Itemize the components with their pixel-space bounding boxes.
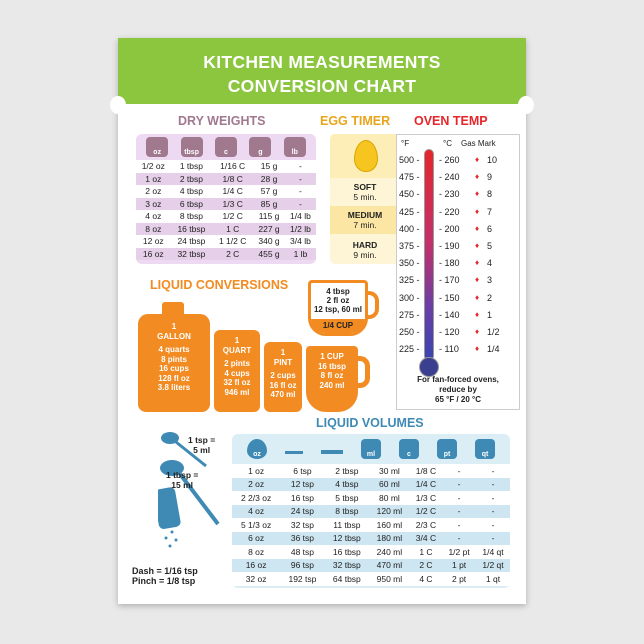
- table-cell: -: [285, 198, 316, 211]
- table-cell: 1 1/2 C: [212, 235, 253, 248]
- table-cell: -: [476, 491, 510, 505]
- hard-time: 9 min.: [353, 250, 377, 260]
- table-cell: 12 oz: [136, 235, 171, 248]
- pint-jar: [264, 342, 302, 412]
- table-cell: 1 tbsp: [171, 160, 213, 173]
- table-cell: -: [442, 478, 476, 492]
- fahrenheit-value: 450 -: [399, 189, 420, 200]
- table-cell: -: [442, 532, 476, 546]
- table-cell: 32 tsp: [280, 518, 324, 532]
- table-cell: 85 g: [253, 198, 285, 211]
- table-cell: 32 tbsp: [325, 559, 369, 573]
- container-text-line: 16 tbsp: [317, 361, 346, 371]
- table-cell: 120 ml: [369, 505, 410, 519]
- celsius-value: - 260: [439, 155, 460, 165]
- container-text-line: 16 fl oz: [269, 380, 297, 390]
- table-cell: 1/2 C: [212, 210, 253, 223]
- gas-mark-value: 5: [487, 241, 493, 251]
- table-row: [232, 518, 510, 532]
- medium-time: 7 min.: [353, 220, 377, 230]
- note-line-3: 65 °F / 20 °C: [435, 395, 481, 404]
- drop-oz-icon: oz: [247, 439, 267, 459]
- table-cell: 5 1/3 oz: [232, 518, 280, 532]
- table-row: [232, 478, 510, 492]
- table-cell: 180 ml: [369, 532, 410, 546]
- table-cell: 1 qt: [476, 572, 510, 586]
- table-cell: 16 tbsp: [325, 545, 369, 559]
- oven-row: [397, 224, 519, 236]
- oven-row: [397, 258, 519, 270]
- quart-qt-icon: qt: [475, 439, 495, 459]
- table-cell: 1/16 C: [212, 160, 253, 173]
- oven-row: [397, 172, 519, 184]
- table-cell: 1/8 C: [410, 464, 442, 478]
- cup-text: [306, 352, 358, 390]
- table-cell: -: [476, 518, 510, 532]
- table-cell: 4 tbsp: [171, 185, 213, 198]
- table-cell: 12 tbsp: [325, 532, 369, 546]
- gas-mark-value: 10: [487, 155, 498, 165]
- dry-weights-table: [136, 134, 316, 264]
- egg-timer-panel: [330, 134, 400, 264]
- liquid-volumes-table: [232, 434, 510, 588]
- table-cell: 16 tbsp: [171, 223, 213, 236]
- table-cell: 340 g: [253, 235, 285, 248]
- fahrenheit-value: 300 -: [399, 292, 420, 303]
- header-notch: [518, 96, 534, 114]
- dry-rows: [136, 160, 316, 260]
- table-cell: 1/2 lb: [285, 223, 316, 236]
- gallon-jug: [138, 314, 210, 412]
- table-cell: -: [285, 173, 316, 186]
- table-cell: -: [285, 160, 316, 173]
- table-cell: 15 g: [253, 160, 285, 173]
- tbsp-ml: 15 ml: [171, 480, 194, 490]
- egg-image-area: [330, 134, 400, 178]
- soft-time: 5 min.: [353, 192, 377, 202]
- fahrenheit-value: 500 -: [399, 155, 420, 165]
- pint-pt-icon: pt: [437, 439, 457, 459]
- oven-row: [397, 310, 519, 322]
- table-cell: 1/8 C: [212, 173, 253, 186]
- table-cell: 3/4 C: [410, 532, 442, 546]
- jug-cap: [162, 302, 184, 316]
- table-row: [232, 559, 510, 573]
- table-cell: 4 oz: [232, 505, 280, 519]
- container-text-line: 12 tsp, 60 ml: [313, 305, 363, 314]
- table-row: [136, 223, 316, 236]
- table-cell: 1/2 qt: [476, 559, 510, 573]
- flame-icon: ♦: [475, 206, 480, 216]
- header-banner: [118, 38, 526, 104]
- table-cell: -: [476, 532, 510, 546]
- table-cell: 16 tsp: [280, 491, 324, 505]
- table-cell: 4 C: [410, 572, 442, 586]
- oven-row: [397, 189, 519, 201]
- note-line-1: For fan-forced ovens,: [417, 375, 499, 384]
- container-text-line: 8 pints: [161, 354, 187, 364]
- liquid-volumes-heading: LIQUID VOLUMES: [316, 416, 424, 430]
- container-text-line: GALLON: [157, 331, 191, 341]
- flame-icon: ♦: [475, 327, 480, 336]
- table-cell: -: [442, 505, 476, 519]
- fahrenheit-header: °F: [401, 139, 410, 148]
- title-line-2: CONVERSION CHART: [227, 76, 417, 96]
- pinch-label: Pinch = 1/8 tsp: [132, 576, 196, 586]
- celsius-value: - 120: [439, 327, 460, 337]
- gas-mark-value: 1/4: [487, 344, 500, 355]
- container-text-line: 470 ml: [270, 390, 296, 399]
- flame-icon: ♦: [475, 241, 480, 250]
- container-text-line: 1: [280, 348, 286, 357]
- oven-row: [397, 207, 519, 219]
- oven-row: [397, 293, 519, 305]
- tsp-label: 1 tsp =: [188, 435, 216, 445]
- table-cell: 227 g: [253, 223, 285, 236]
- table-row: [232, 532, 510, 546]
- container-text-line: 1: [234, 336, 240, 345]
- flame-icon: ♦: [475, 258, 480, 268]
- oven-row: [397, 241, 519, 253]
- table-cell: 64 tbsp: [325, 572, 369, 586]
- cup-icon: c: [215, 137, 237, 157]
- fahrenheit-value: 250 -: [399, 327, 420, 337]
- table-cell: 96 tsp: [280, 559, 324, 573]
- container-text-line: 1 CUP: [320, 352, 344, 361]
- liquid-conversions-heading: LIQUID CONVERSIONS: [150, 278, 289, 292]
- table-cell: 16 oz: [232, 559, 280, 573]
- table-cell: 28 g: [253, 173, 285, 186]
- conversion-chart-poster: [118, 38, 526, 604]
- table-cell: 2 oz: [232, 478, 280, 492]
- container-text-line: 16 cups: [159, 364, 189, 373]
- container-text-line: 946 ml: [224, 387, 250, 397]
- container-text-line: 32 fl oz: [223, 378, 251, 387]
- table-cell: 1 pt: [442, 559, 476, 573]
- tablespoon-text: [166, 470, 198, 490]
- fahrenheit-value: 225 -: [399, 344, 420, 355]
- table-cell: -: [476, 464, 510, 478]
- celsius-value: - 110: [439, 344, 459, 355]
- table-row: [232, 464, 510, 478]
- celsius-value: - 240: [439, 172, 460, 183]
- celsius-value: - 170: [439, 275, 460, 286]
- table-cell: 2 C: [410, 559, 442, 573]
- table-cell: 1 oz: [232, 464, 280, 478]
- table-cell: 455 g: [253, 248, 285, 261]
- table-cell: 1/3 C: [212, 198, 253, 211]
- scale-g-icon: g: [249, 137, 271, 157]
- soft-label: SOFT: [353, 182, 377, 192]
- title-line-1: KITCHEN MEASUREMENTS: [203, 52, 441, 72]
- header-notch: [110, 96, 126, 114]
- celsius-value: - 220: [439, 206, 460, 217]
- gas-mark-value: 7: [487, 206, 493, 217]
- table-cell: 160 ml: [369, 518, 410, 532]
- table-cell: 2 pt: [442, 572, 476, 586]
- table-row: [232, 545, 510, 559]
- table-row: [136, 173, 316, 186]
- mug-handle: [353, 356, 370, 388]
- flame-icon: ♦: [475, 155, 480, 164]
- table-row: [232, 491, 510, 505]
- dash-pinch-text: [132, 566, 198, 586]
- table-cell: 6 tbsp: [171, 198, 213, 211]
- oven-temp-panel: [396, 134, 520, 410]
- table-cell: 11 tbsp: [325, 518, 369, 532]
- table-cell: -: [442, 518, 476, 532]
- table-cell: 60 ml: [369, 478, 410, 492]
- fahrenheit-value: 425 -: [399, 206, 420, 217]
- celsius-value: - 180: [439, 258, 460, 269]
- container-text-line: 2 pints: [224, 359, 250, 368]
- fahrenheit-value: 275 -: [399, 309, 420, 320]
- table-cell: -: [476, 505, 510, 519]
- salt-shaker-icon: [158, 487, 181, 548]
- table-cell: 4 oz: [136, 210, 171, 223]
- container-text-line: 128 fl oz: [158, 373, 190, 383]
- table-cell: 4 tbsp: [325, 478, 369, 492]
- oven-temp-heading: OVEN TEMP: [414, 114, 488, 128]
- cup-c-icon: c: [399, 439, 419, 459]
- table-cell: 2 tbsp: [325, 464, 369, 478]
- table-cell: 1/4 qt: [476, 545, 510, 559]
- container-text-line: 2 fl oz: [326, 296, 350, 305]
- fahrenheit-value: 375 -: [399, 241, 420, 251]
- celsius-value: - 140: [439, 309, 460, 320]
- container-text-line: 4 tbsp: [326, 287, 350, 296]
- table-cell: 8 oz: [136, 223, 171, 236]
- gas-mark-value: 1/2: [487, 327, 500, 337]
- table-cell: 115 g: [253, 210, 285, 223]
- teaspoon-icon: [285, 444, 303, 454]
- egg-timer-heading: EGG TIMER: [320, 114, 391, 128]
- thermometer-bulb-icon: [419, 357, 439, 377]
- table-cell: 16 oz: [136, 248, 171, 261]
- fahrenheit-value: 325 -: [399, 275, 420, 286]
- table-cell: 2/3 C: [410, 518, 442, 532]
- note-line-2: reduce by: [439, 385, 477, 394]
- table-cell: 3/4 lb: [285, 235, 316, 248]
- celsius-value: - 150: [439, 292, 460, 303]
- gas-mark-value: 6: [487, 223, 493, 234]
- tablespoon-icon: [321, 444, 343, 454]
- egg-icon: [354, 140, 378, 172]
- table-cell: 2 C: [212, 248, 253, 261]
- flame-icon: ♦: [475, 275, 480, 285]
- teaspoon-text: [188, 435, 215, 455]
- celsius-value: - 230: [439, 189, 460, 200]
- table-row: [136, 160, 316, 173]
- table-cell: 240 ml: [369, 545, 410, 559]
- table-cell: 12 tsp: [280, 478, 324, 492]
- table-cell: -: [442, 491, 476, 505]
- quarter-cup-label: 1/4 CUP: [311, 319, 365, 333]
- oven-row: [397, 155, 519, 167]
- volume-icon-row: [232, 434, 510, 464]
- dash-label: Dash = 1/16 tsp: [132, 566, 198, 576]
- scale-oz-icon: oz: [146, 137, 168, 157]
- table-cell: 32 tbsp: [171, 248, 213, 261]
- table-cell: 1 oz: [136, 173, 171, 186]
- gas-mark-value: 3: [487, 275, 493, 286]
- table-cell: 6 oz: [232, 532, 280, 546]
- table-cell: 1/4 lb: [285, 210, 316, 223]
- table-cell: 80 ml: [369, 491, 410, 505]
- table-cell: 36 tsp: [280, 532, 324, 546]
- celsius-value: - 200: [439, 223, 460, 234]
- measuring-cup-ml-icon: ml: [361, 439, 381, 459]
- container-text-line: 3.8 liters: [157, 383, 191, 392]
- container-text-line: 8 fl oz: [320, 371, 344, 380]
- table-cell: 3 oz: [136, 198, 171, 211]
- quart-text: [214, 336, 260, 397]
- table-cell: 1 lb: [285, 248, 316, 261]
- hard-label: HARD: [352, 240, 378, 250]
- table-cell: 1/4 C: [212, 185, 253, 198]
- container-text-line: 4 cups: [224, 368, 250, 378]
- flame-icon: ♦: [475, 189, 480, 199]
- table-cell: 24 tbsp: [171, 235, 213, 248]
- container-text-line: 2 cups: [270, 371, 296, 380]
- table-cell: 8 tbsp: [325, 505, 369, 519]
- quarter-cup-text: [311, 287, 365, 314]
- quart-carton: [214, 330, 260, 412]
- oven-row: [397, 327, 519, 339]
- gas-mark-value: 1: [487, 309, 493, 320]
- table-cell: 6 tsp: [280, 464, 324, 478]
- table-cell: -: [442, 464, 476, 478]
- gas-mark-value: 8: [487, 189, 493, 200]
- weight-lb-icon: lb: [284, 137, 306, 157]
- container-text-line: 240 ml: [319, 380, 345, 390]
- container-text-line: PINT: [273, 357, 293, 367]
- table-row: [232, 572, 510, 586]
- table-cell: 1/4 C: [410, 478, 442, 492]
- table-cell: 1/3 C: [410, 491, 442, 505]
- fahrenheit-value: 350 -: [399, 258, 420, 269]
- flame-icon: ♦: [475, 292, 480, 302]
- flame-icon: ♦: [475, 223, 480, 233]
- table-cell: 30 ml: [369, 464, 410, 478]
- table-cell: 5 tbsp: [325, 491, 369, 505]
- volume-rows: [232, 464, 510, 586]
- gas-mark-value: 9: [487, 172, 493, 183]
- table-cell: 2 oz: [136, 185, 171, 198]
- quarter-mug-handle: [365, 291, 379, 319]
- table-cell: 1 C: [410, 545, 442, 559]
- dry-weights-heading: DRY WEIGHTS: [178, 114, 266, 128]
- medium-label: MEDIUM: [347, 210, 383, 220]
- spoon-tbsp-icon: tbsp: [181, 137, 203, 157]
- gallon-text: [138, 322, 210, 393]
- fan-oven-note: [401, 375, 515, 405]
- table-row: [232, 505, 510, 519]
- pint-text: [264, 348, 302, 400]
- table-cell: 1 C: [212, 223, 253, 236]
- celsius-header: °C: [443, 139, 452, 148]
- container-text-line: QUART: [222, 345, 252, 355]
- table-cell: -: [476, 478, 510, 492]
- table-cell: 48 tsp: [280, 545, 324, 559]
- gas-mark-value: 4: [487, 258, 493, 269]
- oven-row: [397, 344, 519, 356]
- table-cell: 1/2 pt: [442, 545, 476, 559]
- celsius-value: - 190: [439, 241, 460, 251]
- table-cell: 8 tbsp: [171, 210, 213, 223]
- quarter-cup-mug: [308, 280, 368, 336]
- flame-icon: ♦: [475, 344, 480, 354]
- oven-row: [397, 275, 519, 287]
- table-row: [136, 198, 316, 211]
- table-cell: 1/2 C: [410, 505, 442, 519]
- table-cell: 2 2/3 oz: [232, 491, 280, 505]
- table-cell: -: [285, 185, 316, 198]
- table-cell: 24 tsp: [280, 505, 324, 519]
- table-row: [136, 210, 316, 223]
- table-cell: 192 tsp: [280, 572, 324, 586]
- table-cell: 2 tbsp: [171, 173, 213, 186]
- container-text-line: 4 quarts: [158, 345, 190, 354]
- gas-mark-value: 2: [487, 292, 493, 303]
- table-cell: 8 oz: [232, 545, 280, 559]
- fahrenheit-value: 475 -: [399, 172, 420, 183]
- tbsp-label: 1 tbsp =: [166, 470, 199, 480]
- table-cell: 950 ml: [369, 572, 410, 586]
- table-row: [136, 185, 316, 198]
- gas-mark-header: Gas Mark: [461, 139, 496, 148]
- tsp-ml: 5 ml: [193, 445, 211, 455]
- container-text-line: 1: [171, 322, 177, 331]
- table-cell: 57 g: [253, 185, 285, 198]
- cup-mug: [306, 346, 358, 412]
- dry-icon-row: [136, 134, 316, 160]
- table-cell: 470 ml: [369, 559, 410, 573]
- table-row: [136, 248, 316, 261]
- table-cell: 32 oz: [232, 572, 280, 586]
- table-cell: 1/2 oz: [136, 160, 171, 173]
- flame-icon: ♦: [475, 172, 480, 182]
- fahrenheit-value: 400 -: [399, 223, 420, 234]
- table-row: [136, 235, 316, 248]
- flame-icon: ♦: [475, 309, 480, 319]
